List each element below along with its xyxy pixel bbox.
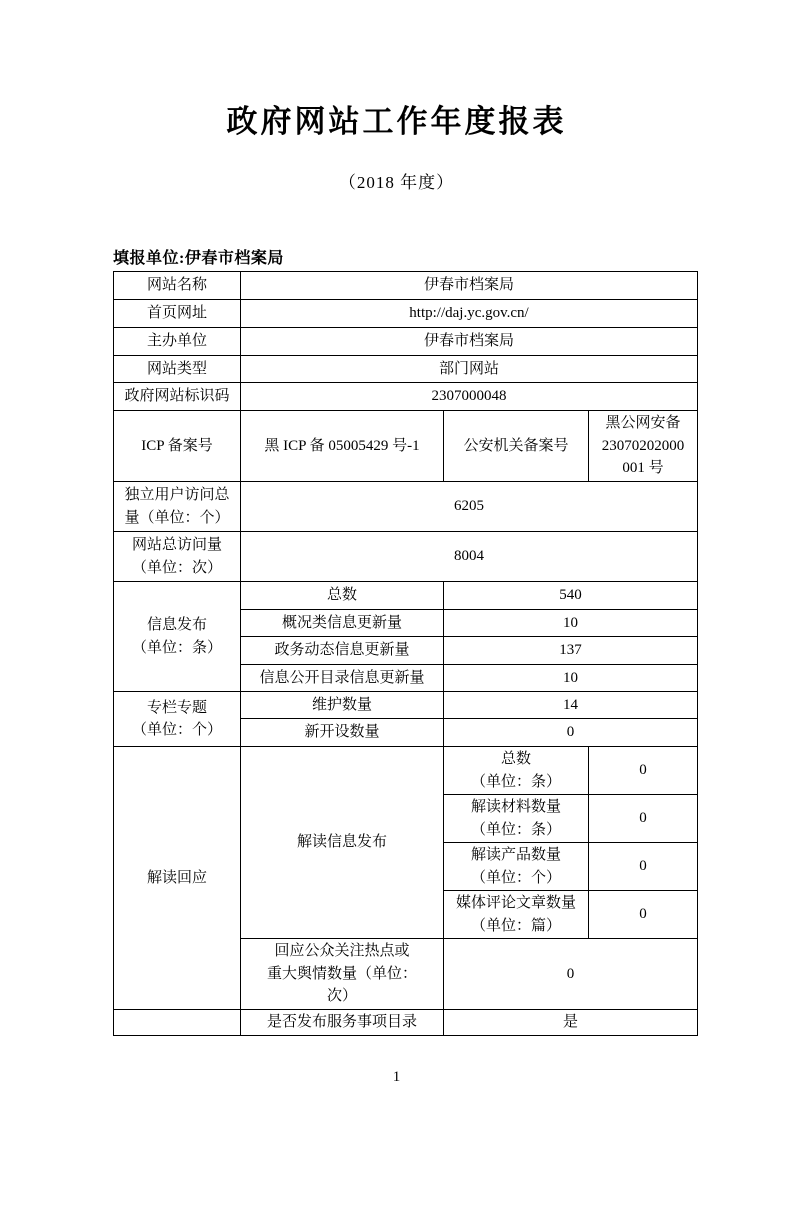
media-articles-label: [444, 891, 589, 939]
hotspot-response-label-line: 回应公众关注热点或: [274, 943, 410, 959]
page-subtitle: （2018 年度）: [338, 173, 455, 192]
website-type-row: [114, 356, 698, 383]
media-articles-label-line: （单位：篇）: [470, 917, 561, 934]
service-directory-row: [114, 1009, 698, 1035]
interp-material-label-line: （单位：条）: [470, 821, 561, 838]
media-articles-value: 0: [589, 891, 698, 939]
service-directory-label: 是否发布服务事项目录: [241, 1009, 444, 1035]
hotspot-response-label-line: 次）: [326, 988, 357, 1004]
host-unit-value: 伊春市档案局: [241, 328, 698, 356]
icp-label: ICP 备案号: [114, 411, 241, 482]
website-name-value: 伊春市档案局: [241, 272, 698, 300]
total-visits-value: 8004: [241, 532, 698, 582]
homepage-url-row: [114, 300, 698, 328]
unique-visitors-row: [114, 482, 698, 532]
disclosure-update-label: 信息公开目录信息更新量: [241, 665, 444, 692]
interp-total-value: 0: [589, 747, 698, 795]
total-visits-label: [114, 532, 241, 582]
homepage-url-value: http://daj.yc.gov.cn/: [241, 300, 698, 328]
interp-product-label: [444, 843, 589, 891]
icp-row: [114, 411, 698, 482]
page-number: 1: [392, 1068, 401, 1085]
host-unit-row: [114, 328, 698, 356]
gov-news-update-label: 政务动态信息更新量: [241, 637, 444, 665]
info-release-section-line: 信息发布: [146, 617, 207, 633]
security-filing-line: 23070202000: [601, 437, 685, 454]
interp-total-label-line: 总数: [500, 751, 531, 767]
unique-visitors-label: 独立用户访问总量（单位：个）: [114, 482, 241, 532]
info-release-section-label: [114, 582, 241, 692]
security-filing-line: 001 号: [622, 460, 664, 477]
website-name-row: [114, 272, 698, 300]
info-release-total-value: 540: [444, 582, 698, 610]
icp-value: 黑 ICP 备 05005429 号-1: [241, 411, 444, 482]
interp-publish-label: 解读信息发布: [241, 747, 444, 939]
interpretation-section-label: 解读回应: [114, 747, 241, 1010]
interp-material-value: 0: [589, 795, 698, 843]
columns-maintained-label: 维护数量: [241, 692, 444, 719]
website-name-label: 网站名称: [114, 272, 241, 300]
special-columns-section-label: [114, 692, 241, 747]
website-type-label: 网站类型: [114, 356, 241, 383]
special-columns-section-line: 专栏专题: [146, 699, 207, 716]
unique-visitors-value: 6205: [241, 482, 698, 532]
info-release-section-line: （单位：条）: [131, 639, 222, 656]
interp-product-label-line: （单位：个）: [470, 869, 561, 886]
host-unit-label: 主办单位: [114, 328, 241, 356]
total-visits-row: [114, 532, 698, 582]
service-directory-value: 是: [444, 1009, 698, 1035]
security-filing-value: [589, 411, 698, 482]
hotspot-response-label: [241, 939, 444, 1010]
annual-report-table: [113, 271, 698, 1036]
columns-maintained-row: [114, 692, 698, 719]
security-filing-label: 公安机关备案号: [444, 411, 589, 482]
total-visits-label-line: （单位：次）: [131, 559, 222, 576]
special-columns-section-line: （单位：个）: [131, 722, 222, 738]
hotspot-response-label-line: 重大舆情数量（单位：: [266, 965, 417, 982]
interp-material-label: [444, 795, 589, 843]
interp-total-label: [444, 747, 589, 795]
info-release-total-row: [114, 582, 698, 610]
overview-update-value: 10: [444, 610, 698, 637]
empty-section-cell: [114, 1009, 241, 1035]
hotspot-response-value: 0: [444, 939, 698, 1010]
interp-total-row: [114, 747, 698, 795]
media-articles-label-line: 媒体评论文章数量: [455, 895, 576, 911]
columns-maintained-value: 14: [444, 692, 698, 719]
page-title: 政府网站工作年度报表: [226, 104, 567, 140]
total-visits-label-line: 网站总访问量: [131, 537, 222, 553]
interp-product-value: 0: [589, 843, 698, 891]
interp-product-label-line: 解读产品数量: [470, 847, 561, 863]
interp-material-label-line: 解读材料数量: [470, 799, 561, 815]
columns-new-label: 新开设数量: [241, 719, 444, 747]
site-id-row: [114, 383, 698, 411]
disclosure-update-value: 10: [444, 665, 698, 692]
site-id-label: 政府网站标识码: [114, 383, 241, 411]
gov-news-update-value: 137: [444, 637, 698, 665]
columns-new-value: 0: [444, 719, 698, 747]
overview-update-label: 概况类信息更新量: [241, 610, 444, 637]
reporting-unit: 填报单位:伊春市档案局: [113, 250, 284, 267]
interp-total-label-line: （单位：条）: [470, 773, 561, 790]
site-id-value: 2307000048: [241, 383, 698, 411]
website-type-value: 部门网站: [241, 356, 698, 383]
info-release-total-label: 总数: [241, 582, 444, 610]
security-filing-line: 黑公网安备: [605, 415, 681, 432]
homepage-url-label: 首页网址: [114, 300, 241, 328]
